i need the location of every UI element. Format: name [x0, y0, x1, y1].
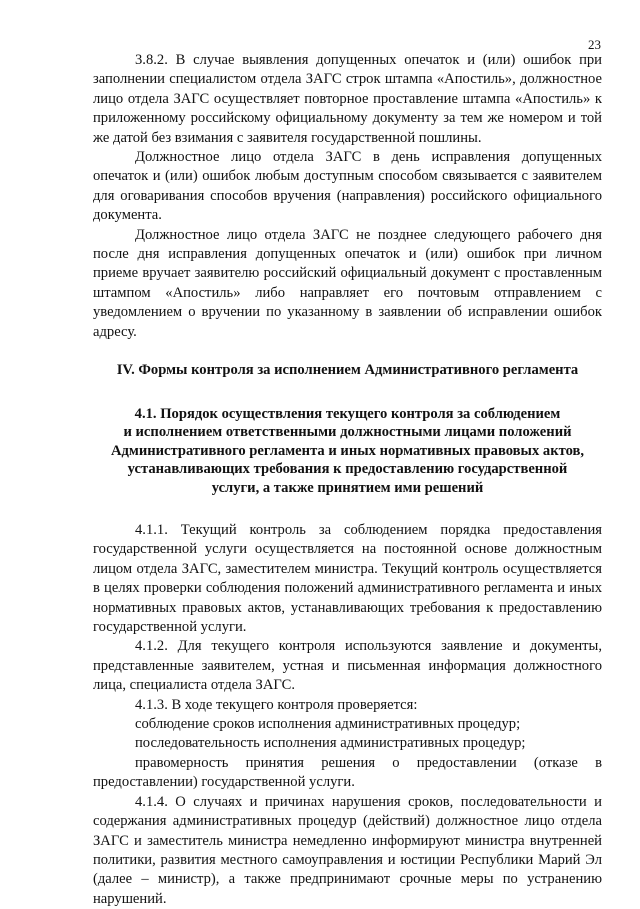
paragraph-4-1-1: 4.1.1. Текущий контроль за соблюдением порядка предоставления государственной услуги осуществляется на постоянной основе должностным лицом отдела ЗАГС, заместителем министра. Текущий контроль осуществляется в целях проверки соблюдения положений административного регламента и иных нормативных правовых актов, устанавливающих требования к предоставлению государственной услуги. — [93, 522, 602, 636]
sub-heading-line: и исполнением ответственными должностными лицами положений — [123, 424, 572, 440]
paragraph-4-1-3: 4.1.3. В ходе текущего контроля проверяется: — [135, 696, 418, 713]
sub-heading-line: услуги, а также принятием ими решений — [211, 479, 484, 496]
paragraph-delivery: Должностное лицо отдела ЗАГС не позднее следующего рабочего дня после дня исправления допущенных опечаток и (или) ошибок при личном приеме вручает заявителю российский официальный документ с проставленным штампом «Апостиль» либо направляет его почтовым отправлением с уведомлением о вручении по указанному в заявлении об исправлении ошибок адресу. — [93, 226, 602, 340]
paragraph-4-1-2: 4.1.2. Для текущего контроля используются заявление и документы, представленные заявителем, устная и письменная информация должностного лица, специалиста отдела ЗАГС. — [93, 638, 602, 694]
paragraph-4-1-4: 4.1.4. О случаях и причинах нарушения сроков, последовательности и содержания административных процедур (действий) должностное лицо отдела ЗАГС и заместитель министра немедленно информируют министра внутренней политики, развития местного самоуправления и юстиции Республики Марий Эл (далее – министр), а также предпринимают срочные меры по устранению нарушений. — [93, 793, 602, 907]
sub-heading-line: устанавливающих требования к предоставлению государственной — [127, 461, 568, 477]
sub-heading — [93, 405, 602, 498]
check-item-legality: правомерность принятия решения о предоставлении (отказе в предоставлении) государственной услуги. — [93, 754, 602, 791]
paragraph-3-8-2: 3.8.2. В случае выявления допущенных опечаток и (или) ошибок при заполнении специалистом отдела ЗАГС строк штампа «Апостиль», должностное лицо отдела ЗАГС осуществляет повторное проставление штампа «Апостиль» к приложенному российскому официальному документу за тем же номером и той же датой без взимания с заявителя государственной пошлины. — [93, 52, 602, 146]
paragraph-contact-applicant: Должностное лицо отдела ЗАГС в день исправления допущенных опечаток и (или) ошибок любым доступным способом связывается с заявителем для оговаривания способов вручения (направления) российского официального документа. — [93, 149, 602, 224]
document-body — [93, 51, 602, 909]
check-item-sequence: последовательность исполнения административных процедур; — [135, 735, 526, 752]
page-number: 23 — [588, 37, 601, 52]
section-heading: IV. Формы контроля за исполнением Административного регламента — [116, 362, 579, 379]
sub-heading-line: 4.1. Порядок осуществления текущего контроля за соблюдением — [134, 405, 561, 422]
check-item-deadlines: соблюдение сроков исполнения административных процедур; — [135, 716, 521, 733]
sub-heading-line: Административного регламента и иных нормативных правовых актов, — [110, 442, 585, 459]
